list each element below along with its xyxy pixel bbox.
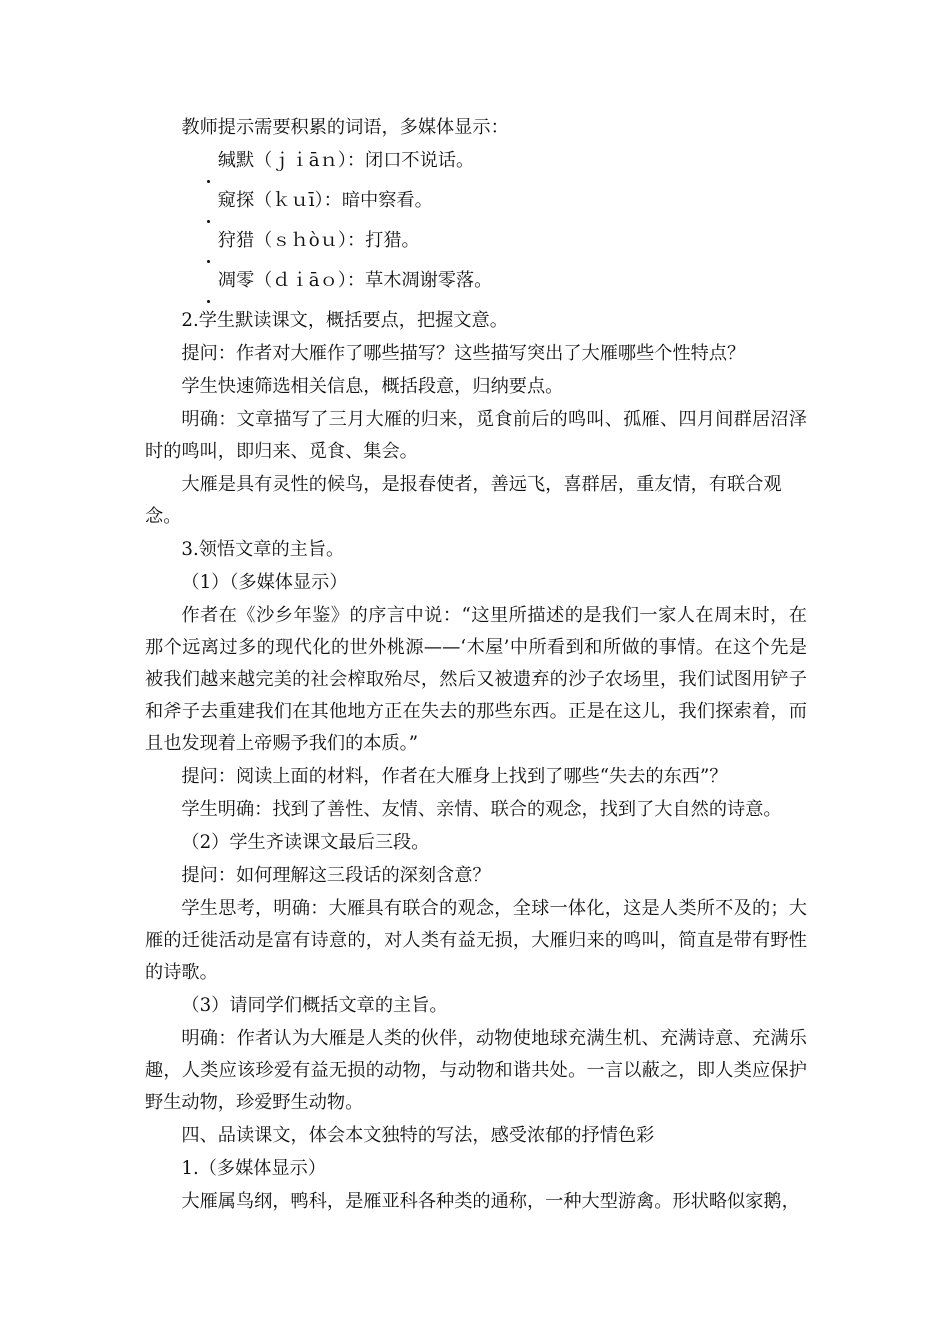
paragraph: 2.学生默读课文，概括要点，把握文意。 — [181, 310, 508, 331]
paragraph: 学生明确：找到了善性、友情、亲情、联合的观念，找到了大自然的诗意。 — [181, 799, 782, 820]
vocab-item — [145, 225, 807, 257]
vocab-text: 默（ｊｉāｎ）：闭口不说话。 — [235, 150, 475, 171]
paragraph: （1）（多媒体显示） — [181, 572, 348, 593]
paragraph: （2）学生齐读课文最后三段。 — [181, 832, 430, 853]
paragraph: 明确：文章描写了三月大雁的归来，觅食前后的鸣叫、孤雁、四月间群居沼泽时的鸣叫，即归来、觅食、集会。 — [145, 409, 807, 462]
vocab-item — [145, 265, 807, 297]
paragraph: 提问：作者对大雁作了哪些描写？这些描写突出了大雁哪些个性特点？ — [181, 343, 746, 364]
paragraph: 大雁属鸟纲，鸭科，是雁亚科各种类的通称，一种大型游禽。形状略似家鹅， — [181, 1191, 800, 1212]
emphasis-char: 窥 — [181, 185, 236, 217]
emphasis-char: 狩 — [181, 225, 236, 257]
vocab-text: 探（ｋｕī）：暗中察看。 — [235, 190, 433, 211]
paragraph: 3.领悟文章的主旨。 — [181, 539, 345, 560]
vocab-text: 猎（ｓｈòｕ）：打猎。 — [235, 230, 420, 251]
paragraph: 提问：阅读上面的材料，作者在大雁身上找到了哪些“失去的东西”？ — [181, 766, 728, 787]
emphasis-char: 缄 — [181, 145, 236, 177]
vocab-item — [145, 185, 807, 217]
vocab-item — [145, 145, 807, 177]
paragraph: （3）请同学们概括文章的主旨。 — [181, 995, 448, 1016]
paragraph: 明确：作者认为大雁是人类的伙伴，动物使地球充满生机、充满诗意、充满乐趣，人类应该珍爱有益无损的动物，与动物和谐共处。一言以蔽之，即人类应保护野生动物，珍爱野生动物。 — [145, 1028, 807, 1113]
paragraph: 提问：如何理解这三段话的深刻含意？ — [181, 865, 491, 886]
paragraph: 学生思考，明确：大雁具有联合的观念，全球一体化，这是人类所不及的；大雁的迁徙活动是富有诗意的，对人类有益无损，大雁归来的鸣叫，简直是带有野性的诗歌。 — [145, 898, 807, 983]
paragraph: 大雁是具有灵性的候鸟，是报春使者，善远飞，喜群居，重友情，有联合观念。 — [145, 474, 782, 527]
intro-paragraph: 教师提示需要积累的词语，多媒体显示： — [181, 117, 509, 138]
document-body — [145, 112, 807, 1219]
vocab-text: 零（ｄｉāｏ）：草木凋谢零落。 — [235, 270, 493, 291]
emphasis-char: 凋 — [181, 265, 236, 297]
paragraph: 1.（多媒体显示） — [181, 1158, 327, 1179]
paragraph: 作者在《沙乡年鉴》的序言中说：“这里所描述的是我们一家人在周末时，在那个远离过多的现代化的世外桃源——‘木屋’中所看到和所做的事情。在这个先是被我们越来越完美的社会榨取殆尽，然后又被遗弃的沙子农场里，我们试图用铲子和斧子去重建我们在其他地方正在失去的那些东西。正是在这儿，我们探索着，而且也发现着上帝赐予我们的本质。” — [145, 605, 807, 754]
paragraph: 学生快速筛选相关信息，概括段意，归纳要点。 — [181, 376, 564, 397]
section-heading: 四、品读课文，体会本文独特的写法，感受浓郁的抒情色彩 — [181, 1125, 655, 1146]
